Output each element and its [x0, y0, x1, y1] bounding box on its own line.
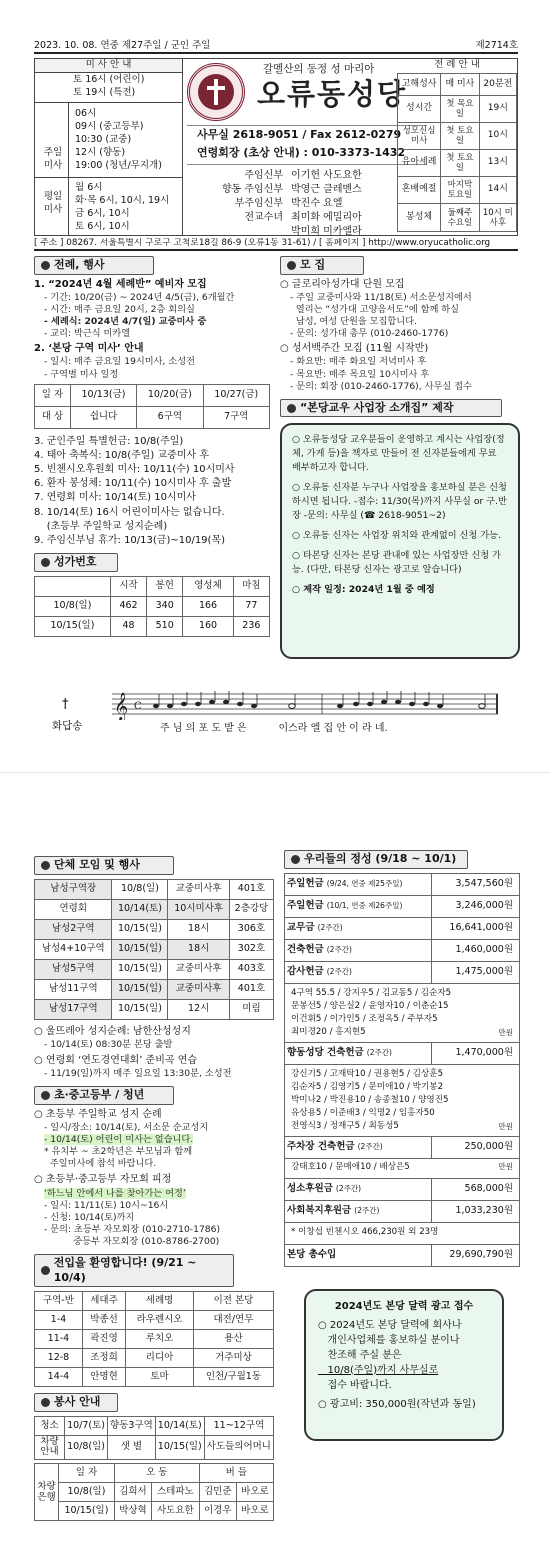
directory-heading: “본당교우 사업장 소개집” 제작	[280, 399, 502, 418]
bullet-icon	[41, 1091, 50, 1100]
retreat-theme: ‘하느님 안에서 나를 찾아가는 여정’	[44, 1187, 186, 1199]
hymn-heading: 성가번호	[34, 553, 118, 572]
bullet-icon	[41, 861, 50, 870]
psalm-label: 화답송	[52, 720, 83, 732]
liturgy-guide	[397, 59, 517, 235]
guide-table: 고해성사 매 미사 20분전 성시간 첫 목요일 19시 성모신심 미사 첫 토요일 10시 유아세례 첫 토요일 13시 혼배예절 마지막 토요일 14시 봉성체 둘째주 수요일 10시 미사후	[397, 73, 517, 232]
bullet-icon	[41, 1266, 50, 1275]
guide-title: 전 례 안 내	[434, 59, 480, 70]
mass-schedule	[35, 59, 183, 235]
welcome-table: 구역-반 세대주 세례명 이전 본당 1-4 박종선 라우렌시오 대전/연무 11-4 곽진영 루치오 용산 12-8 조정희 리디아 거주미상 14-4 안명현 토마 인천/구월1동	[34, 1291, 274, 1387]
clergy-list: 주임신부 이기헌 사도요한 향동 주임신부 박영근 클레멘스 부주임신부 박진수 요엘 전교수녀 최미화 에밀리아 박미희 미카엘라	[221, 170, 362, 237]
psalm-staff	[112, 690, 498, 720]
weekday-label: 평일 미사	[43, 191, 63, 215]
address-line: [ 주소 ] 08267. 서울특별시 구로구 고척로18길 86-9 (오류1동 31-61) / [ 홈페이지 ] http://www.oryucatholic.org	[34, 238, 518, 251]
bulletin-page-2	[0, 832, 550, 1560]
parish-name: 오류동성당	[257, 77, 408, 111]
office-phone: 사무실 2618-9051 / Fax 2612-0279	[197, 128, 402, 141]
weekday-masses: 월 6시 화·목 6시, 10시, 19시 금 6시, 10시 토 6시, 10시	[75, 182, 170, 232]
groups-heading: 단체 모임 및 행사	[34, 856, 174, 875]
service-heading: 봉사 안내	[34, 1393, 118, 1412]
bullet-icon	[291, 855, 300, 864]
welcome-heading: 전입을 환영합니다! (9/21 ~ 10/4)	[34, 1254, 234, 1287]
recruit-section: 모 집 ○ 글로리아성가대 단원 모집 - 주일 교중미사와 11/18(토) 서소문성지에서 열리는 “성가대 고양음서도”에 함께 하실 남성, 여성 단원을 모집합니다. - 문의: 성가대 총무 (010-2460-1776) ○ 성서백주간 모집 (11월 시작반) - 화요반: 매주 화요일 저녁미사 후 - 목요반: 매주 목요일 10시미사 후 - 문의: 회장 (010-2460-1776), 사무실 접수 “본당교우 사업장 소개집” 제작 ○ 오류동성당 교우분들이 운영하고 계시는 사업장(정체, 가게 등)을 책자로 만들어 전 신자분들에게 무료 배부하고자 합니다. ○ 오류동 신자분 누구나 사업장을 홍보하실 분은 신청하시면 됩니다. -접수: 11/30(목)까지 사무실 or 구.반장 -문의: 사무실 (☎ 2618-9051~2) ○ 오류동 신자는 사업장 위치와 관계없이 신청 가능. ○ 타본당 신자는 본당 관내에 있는 사업장만 신청 가능. (다만, 타본당 신자는 광고로 알습니다) ○ 제작 일정: 2024년 1월 중 예정	[280, 256, 520, 659]
saturday-mass-2: 토 19시 (특전)	[73, 87, 136, 98]
bullet-icon	[287, 261, 296, 270]
sunday-label: 주일 미사	[43, 147, 63, 171]
bullet-icon	[41, 558, 50, 567]
sunday-masses: 06시 09시 (중고등부) 10:30 (교중) 12시 (향동) 19:00 (청년/무지개)	[75, 108, 162, 171]
youth-heading: 초·중고등부 / 청년	[34, 1086, 174, 1105]
saturday-mass-1: 토 16시 (어린이)	[73, 74, 145, 85]
recruit-heading: 모 집	[280, 256, 364, 275]
altar-table: 차량 은행 일 자 오 동 버 들 10/8(일) 김희서 스테파노 김민준 바오로 10/15(일) 박상혁 사도요한 이경우 바오로	[34, 1463, 274, 1521]
groups-section: 단체 모임 및 행사 남성구역장 10/8(일) 교중미사후 401호 연령회 10/14(토) 10시미사후 2층강당 남성2구역 10/15(일) 18시 306호 남성4+10구역 10/15(일) 18시 302호 남성5구역 10/15(일) 교중미사후 403호 남성11구역 10/15(일) 교중미사후 401호 남성17구역 10/15(일) 12시 미림 ○ 울뜨레아 성지순례: 남한산성성지 - 10/14(토) 08:30분 본당 출발 ○ 연령회 ‘연도경연대회’ 준비곡 연습 - 11/19(일)까지 매주 일요일 13:30분, 소성전 초·중고등부 / 청년 ○ 초등부 주일학교 성지 순례 - 일시/장소: 10/14(토), 서소문 순교성지 - 10/14(토) 어린이 미사는 없습니다. * 유치부 ~ 초2학년은 부모님과 함께 주일미사에 참석 바랍니다. ○ 초등부·중고등부 자모회 피정 ‘하느님 안에서 나를 찾아가는 여정’ - 일시: 11/11(토) 10시~16시 - 신청: 10/14(토)까지 - 문의: 초등부 자모회장 (010-2710-1786) 중등부 자모회장 (010-8786-2700) 전입을 환영합니다! (9/21 ~ 10/4) 구역-반 세대주 세례명 이전 본당 1-4 박종선 라우렌시오 대전/연무 11-4 곽진영 루치오 용산 12-8 조정희 리디아 거주미상 14-4 안명현 토마 인천/구월1동 봉사 안내 청소 10/7(토) 향동3구역 10/14(토) 11~12구역 차량 안내 10/8(일) 샛 별 10/15(일) 사도들의어머니 차량 은행 일 자 오 동 버 들 10/8(일) 김희서 스테파노 김민준 바오로 10/15(일) 박상혁 사도요한 이경우 바오로	[34, 856, 274, 1521]
service-table: 청소 10/7(토) 향동3구역 10/14(토) 11~12구역 차량 안내 10/8(일) 샛 별 10/15(일) 사도들의어머니	[34, 1416, 274, 1460]
highlight-notice: - 10/14(토) 어린이 미사는 없습니다.	[44, 1134, 194, 1146]
district-mass-table: 일 자 10/13(금) 10/20(금) 10/27(금) 대 상 쉽니다 6구역 7구역	[34, 384, 270, 429]
groups-table: 남성구역장 10/8(일) 교중미사후 401호 연령회 10/14(토) 10시미사후 2층강당 남성2구역 10/15(일) 18시 306호 남성4+10구역 10/15(일) 18시 302호 남성5구역 10/15(일) 교중미사후 403호 남성11구역 10/15(일) 교중미사후 401호 남성17구역 10/15(일) 12시 미림	[34, 879, 274, 1020]
hymn-table: 시작 봉헌 영성체 마침 10/8(일) 462 340 166 77 10/15(일) 48 510 160 236	[34, 576, 270, 637]
offering-heading: 우리들의 정성 (9/18 ~ 10/1)	[284, 850, 468, 869]
psalm-cross-icon: †	[62, 697, 69, 712]
offering-section	[284, 850, 520, 1441]
parish-subtitle: 갈멜산의 동정 성 마리아	[263, 63, 375, 75]
psalm-lyrics: 주 님 의 포 도 밭 은 이스라 엘 집 안 이 라 네.	[160, 723, 388, 734]
offering-table: 주일헌금 (9/24, 연중 제25주일) 3,547,560원 주일헌금 (10/1, 연중 제26주일) 3,246,000원 교무금 (2주간) 16,641,000원 건축헌금 (2주간) 1,460,000원 감사헌금 (2주간) 1,475,000원 4구역 55.5 / 강지우5 / 김교동5 / 김순자5 문봉선5 / 양은실2 / 윤영자10 / 이춘순15 이건휘5 / 이가인5 / 조정옥5 / 주부자5 최미경20 / 홍지현5 만원 향동성당 건축헌금 (2주간) 1,470,000원 강신기5 / 고재탁10 / 권용현5 / 김상훈5 김순자5 / 김영기5 / 문미애10 / 박기봉2 박미나2 / 박진용10 / 송종철10 / 양영진5 유상용5 / 이준배3 / 익명2 / 임홍자50 전영식3 / 정재구5 / 최동성5 만원 주차장 건축헌금 (2주간) 250,000원 강태호10 / 문매애10 / 배상은5 만원 성소후원금 (2주간) 568,000원 사회복지후원금 (2주간) 1,033,230원 * 이창섭 빈첸시오 466,230원 외 23명 본당 총수입 29,690,790원	[284, 873, 520, 1267]
issue-number: 제2714호	[475, 40, 518, 51]
date-line: 2023. 10. 08. 연중 제27주일 / 군인 주일	[34, 40, 211, 51]
bullet-icon	[41, 1398, 50, 1407]
calendar-ad-box: 2024년도 본당 달력 광고 접수 ○ 2024년도 본당 달력에 회사나 개인사업체를 홍보하실 분이나 찬조해 주실 분은 10/8(주일)까지 사무실로 접수 바랍니다. ○ 광고비: 350,000원(작년과 동일)	[304, 1289, 504, 1441]
bulletin-page-1	[0, 0, 550, 772]
svg-text:C: C	[134, 701, 142, 712]
parish-logo	[187, 63, 245, 121]
liturgy-section: 전례, 행사 1. “2024년 4월 세례반” 예비자 모집 - 기간: 10/20(금) ~ 2024년 4/5(금), 6개월간 - 시간: 매주 금요일 20시, 2층 회의실 - 세례식: 2024년 4/7(일) 교중미사 중 - 교리: 박근식 미카엘 2. ‘본당 구역 미사’ 안내 - 일시: 매주 금요일 19시미사, 소성전 - 구역별 미사 일정 일 자 10/13(금) 10/20(금) 10/27(금) 대 상 쉽니다 6구역 7구역 3. 군인주일 특별헌금: 10/8(주일) 4. 태아 축복식: 10/8(주일) 교중미사 후 5. 빈첸시오후원회 미사: 10/11(수) 10시미사 6. 환자 봉성체: 10/11(수) 10시미사 후 출발 7. 연령회 미사: 10/14(토) 10시미사 8. 10/14(토) 16시 어린이미사는 없습니다. (초등부 주일학교 성지순례) 9. 주임신부님 휴가: 10/13(금)~10/19(목) 성가번호 시작 봉헌 영성체 마침 10/8(일) 462 340 166 77 10/15(일) 48 510 160 236	[34, 256, 270, 637]
bullet-icon	[287, 404, 296, 413]
association-phone: 연령회장 (초상 안내) : 010-3373-1432	[197, 146, 406, 159]
mass-title: 미 사 안 내	[35, 59, 182, 73]
header-box	[34, 58, 518, 236]
svg-text:𝄞: 𝄞	[114, 692, 129, 720]
liturgy-heading: 전례, 행사	[34, 256, 154, 275]
bullet-icon	[41, 261, 50, 270]
date-bar	[34, 40, 518, 54]
page-separator	[0, 772, 550, 832]
directory-box: ○ 오류동성당 교우분들이 운영하고 계시는 사업장(정체, 가게 등)을 책자로 만들어 전 신자분들에게 무료 배부하고자 합니다. ○ 오류동 신자분 누구나 사업장을 홍보하실 분은 신청하시면 됩니다. -접수: 11/30(목)까지 사무실 or 구.반장 -문의: 사무실 (☎ 2618-9051~2) ○ 오류동 신자는 사업장 위치와 관계없이 신청 가능. ○ 타본당 신자는 본당 관내에 있는 사업장만 신청 가능. (다만, 타본당 신자는 광고로 알습니다) ○ 제작 일정: 2024년 1월 중 예정	[280, 423, 520, 659]
